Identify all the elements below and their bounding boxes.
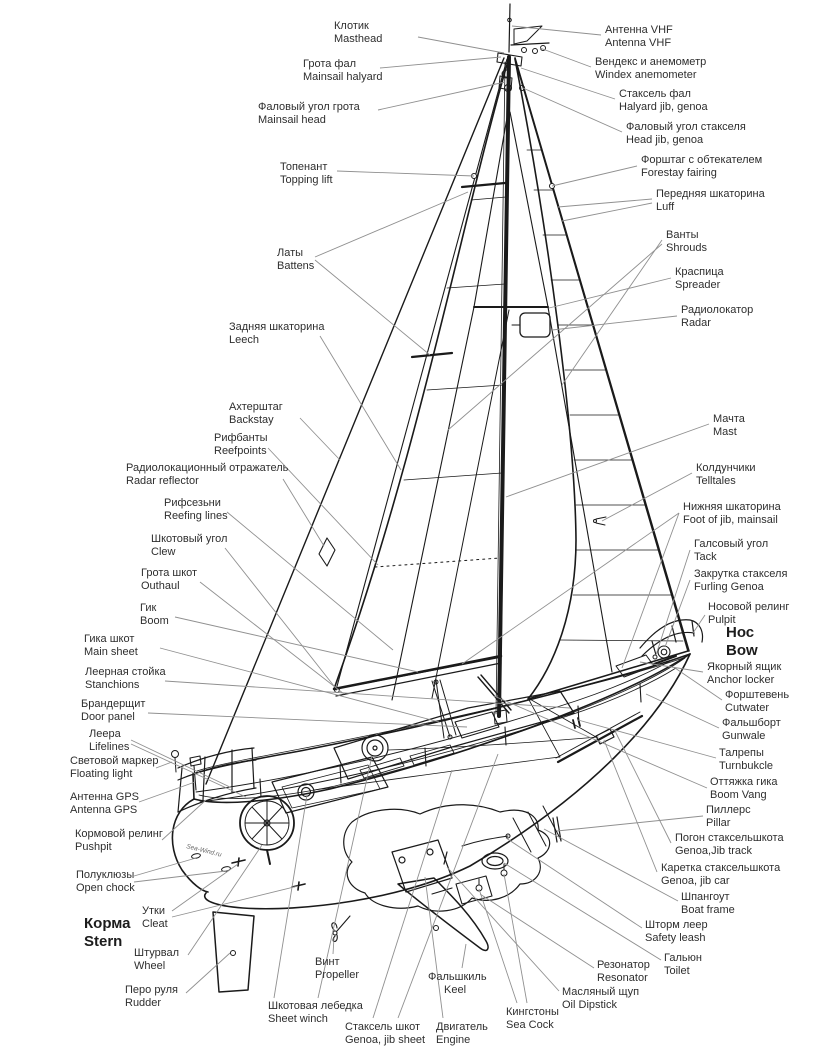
hull	[172, 654, 690, 909]
label-antenna-gps-en: Antenna GPS	[70, 804, 138, 816]
rudder-hole	[231, 951, 236, 956]
label-wheel-en: Wheel	[134, 960, 166, 972]
label-bow-ru: Нос	[726, 624, 755, 641]
leader-antenna-gps	[139, 782, 195, 802]
leader-backstay	[300, 418, 340, 460]
frame-ribs	[513, 806, 561, 852]
label-masthead-ru: Клотик	[334, 20, 369, 32]
leader-oil-dipstick	[447, 867, 559, 991]
label-tack-ru: Галсовый угол	[694, 538, 769, 550]
leader-wheel	[185, 843, 262, 955]
label-anchor-locker-en: Anchor locker	[707, 674, 775, 686]
leader-rudder	[186, 953, 230, 993]
radar-dome	[520, 313, 550, 337]
label-lifelines-ru: Леера	[89, 728, 121, 740]
label-shrouds-en: Shrouds	[666, 242, 707, 254]
label-boom-ru: Гик	[140, 602, 157, 614]
leader-jib-track	[615, 731, 671, 843]
label-furling-genoa-en: Furling Genoa	[694, 581, 764, 593]
label-pushpit-en: Pushpit	[75, 841, 112, 853]
propeller-icon	[332, 916, 350, 942]
label-windex-en: Windex anemometer	[595, 69, 697, 81]
label-sheet-winch-en: Sheet winch	[268, 1013, 328, 1025]
leader-cleat	[172, 886, 298, 917]
boom-vang-strut	[478, 675, 511, 713]
label-luff-ru: Передняя шкаторина	[656, 188, 765, 200]
genoa-sail	[515, 59, 688, 699]
label-windex-ru: Вендекс и анемометр	[595, 56, 707, 68]
label-stern-ru: Корма	[84, 915, 131, 932]
label-stanchions-ru: Леерная стойка	[85, 666, 166, 678]
label-safety-leash-en: Safety leash	[645, 932, 706, 944]
label-antenna-gps-ru: Антенна GPS	[70, 791, 139, 803]
label-shrouds-ru: Ванты	[666, 229, 699, 241]
label-radar-en: Radar	[681, 317, 711, 329]
label-resonator-ru: Резонатор	[597, 959, 650, 971]
leader-keel	[462, 944, 466, 968]
label-genoa-jib-sheet-en: Genoa, jib sheet	[345, 1034, 426, 1046]
label-jib-car-en: Genoa, jib car	[661, 875, 730, 887]
label-door-panel-ru: Брандерщит	[81, 698, 146, 710]
label-spreader-ru: Краспица	[675, 266, 724, 278]
keel-fin	[398, 878, 488, 950]
hull-watermark: Sea-Wind.ru	[185, 843, 223, 859]
safety-leash-line	[462, 834, 510, 846]
label-telltales-ru: Колдунчики	[696, 462, 756, 474]
leader-pulpit	[693, 615, 705, 633]
label-forestay-fairing-ru: Форштаг с обтекателем	[641, 154, 763, 166]
label-topping-lift-en: Topping lift	[280, 174, 333, 186]
label-mainsail-head-en: Mainsail head	[258, 114, 326, 126]
label-reefing-lines-en: Reefing lines	[164, 510, 228, 522]
leader-gunwale	[646, 694, 719, 728]
label-pulpit-en: Pulpit	[708, 614, 736, 626]
label-lifelines-en: Lifelines	[89, 741, 130, 753]
label-halyard-jib-en: Halyard jib, genoa	[619, 101, 708, 113]
leader-sea-cock	[504, 874, 527, 1003]
label-safety-leash-ru: Шторм леер	[645, 919, 708, 931]
label-reefing-lines-ru: Рифсезьни	[164, 497, 221, 509]
label-turnbuckle-ru: Талрепы	[719, 747, 764, 759]
leader-reefing-lines	[227, 512, 393, 650]
label-outhaul-en: Outhaul	[141, 580, 180, 592]
label-open-chock-ru: Полуклюзы	[76, 869, 135, 881]
label-battens-en: Battens	[277, 260, 315, 272]
label-toilet-en: Toilet	[664, 965, 690, 977]
leader-boat-frame	[544, 829, 678, 901]
leader-reefpoints	[268, 448, 378, 565]
label-main-sheet-en: Main sheet	[84, 646, 138, 658]
label-oil-dipstick-ru: Масляный щуп	[562, 986, 640, 998]
leader-sheet-winch	[318, 756, 372, 998]
label-boat-frame-en: Boat frame	[681, 904, 735, 916]
label-anchor-locker-ru: Якорный ящик	[707, 661, 782, 673]
label-tack-en: Tack	[694, 551, 717, 563]
label-jib-track-ru: Погон стаксельшкота	[675, 832, 784, 844]
label-mainsail-head-ru: Фаловый угол грота	[258, 101, 360, 113]
label-mainsail-halyard-ru: Грота фал	[303, 58, 357, 70]
label-halyard-jib-ru: Стаксель фал	[619, 88, 691, 100]
label-pillar-ru: Пиллерс	[706, 804, 751, 816]
label-oil-dipstick-en: Oil Dipstick	[562, 999, 618, 1011]
leader-toilet	[504, 863, 661, 960]
label-boom-vang-en: Boom Vang	[710, 789, 767, 801]
label-engine-ru: Двигатель	[436, 1021, 488, 1033]
label-jib-car-ru: Каретка стаксельшкота	[661, 862, 781, 874]
label-radar-reflector-ru: Радиолокационный отражатель	[126, 462, 289, 474]
label-radar-reflector-en: Radar reflector	[126, 475, 199, 487]
label-clew-en: Clew	[151, 546, 176, 558]
leader-floating-light	[156, 762, 172, 768]
rudder-blade	[213, 912, 254, 992]
leader-head-jib	[523, 88, 622, 132]
label-backstay-ru: Ахтерштаг	[229, 401, 283, 413]
label-antenna-vhf-en: Antenna VHF	[605, 37, 672, 49]
leader-door-panel	[148, 713, 467, 727]
leader-boom-vang	[494, 696, 707, 788]
leader-jib-car	[604, 740, 657, 872]
leader-clew	[225, 548, 334, 686]
leader-open-chock	[134, 858, 196, 876]
label-head-jib-ru: Фаловый угол стакселя	[626, 121, 746, 133]
label-antenna-vhf-ru: Антенна VHF	[605, 24, 673, 36]
leader-genoa-jib-sheet	[398, 754, 498, 1018]
label-topping-lift-ru: Топенант	[280, 161, 328, 173]
label-rudder-en: Rudder	[125, 997, 162, 1009]
turnbuckle-icon	[573, 718, 580, 728]
leader-pillar	[557, 816, 703, 831]
label-leech-en: Leech	[229, 334, 259, 346]
label-bow-en: Bow	[726, 642, 758, 659]
label-mast-en: Mast	[713, 426, 737, 438]
label-reefpoints-ru: Рифбанты	[214, 432, 268, 444]
label-pushpit-ru: Кормовой релинг	[75, 828, 163, 840]
leader-outhaul	[200, 582, 344, 694]
hull-cutaway	[344, 805, 550, 911]
leader-open-chock	[134, 871, 226, 882]
label-pulpit-ru: Носовой релинг	[708, 601, 790, 613]
label-boat-frame-ru: Шпангоут	[681, 891, 730, 903]
leader-battens	[315, 192, 468, 257]
vhf-antenna-icon	[509, 4, 510, 52]
label-leech-ru: Задняя шкаторина	[229, 321, 325, 333]
label-cutwater-ru: Форштевень	[725, 689, 790, 701]
label-sea-cock-en: Sea Cock	[506, 1019, 554, 1031]
leader-mainsail-head	[378, 82, 505, 110]
label-mast-ru: Мачта	[713, 413, 745, 425]
leader-leech	[320, 336, 401, 470]
leader-cutwater	[675, 668, 722, 700]
label-keel-en: Keel	[444, 984, 467, 996]
label-engine-en: Engine	[436, 1034, 471, 1046]
label-resonator-en: Resonator	[597, 972, 648, 984]
label-sea-cock-ru: Кингстоны	[506, 1006, 559, 1018]
label-jib-track-en: Genoa,Jib track	[675, 845, 753, 857]
label-stanchions-en: Stanchions	[85, 679, 140, 691]
label-forestay-fairing-en: Forestay fairing	[641, 167, 717, 179]
label-toilet-ru: Гальюн	[664, 952, 702, 964]
label-mainsail-halyard-en: Mainsail halyard	[303, 71, 383, 83]
label-clew-ru: Шкотовый угол	[151, 533, 228, 545]
label-outhaul-ru: Грота шкот	[141, 567, 198, 579]
label-turnbuckle-en: Turnbukcle	[719, 760, 774, 772]
label-telltales-en: Telltales	[696, 475, 736, 487]
leader-lifelines	[131, 740, 232, 788]
label-wheel-ru: Штурвал	[134, 947, 179, 959]
label-cutwater-en: Cutwater	[725, 702, 770, 714]
label-head-jib-en: Head jib, genoa	[626, 134, 704, 146]
leader-halyard-jib	[521, 68, 615, 99]
leader-resonator	[480, 894, 594, 968]
label-cleat-ru: Утки	[142, 905, 165, 917]
anemometer-cups	[522, 46, 546, 54]
label-floating-light-ru: Световой маркер	[70, 755, 159, 767]
label-backstay-en: Backstay	[229, 414, 274, 426]
label-battens-ru: Латы	[277, 247, 304, 259]
label-boom-en: Boom	[140, 615, 169, 627]
label-radar-ru: Радиолокатор	[681, 304, 754, 316]
keel-hole	[434, 926, 439, 931]
label-foot-en: Foot of jib, mainsail	[683, 514, 778, 526]
label-floating-light-en: Floating light	[70, 768, 133, 780]
label-boom-vang-ru: Оттяжка гика	[710, 776, 778, 788]
label-open-chock-en: Open chock	[76, 882, 135, 894]
label-propeller-en: Propeller	[315, 969, 360, 981]
steering-wheel	[240, 796, 294, 864]
label-masthead-en: Masthead	[334, 33, 383, 45]
leader-mainsail-halyard	[380, 57, 501, 68]
label-furling-genoa-ru: Закрутка стакселя	[694, 568, 788, 580]
leader-engine	[425, 877, 443, 1018]
label-keel-ru: Фальшкиль	[428, 971, 487, 983]
label-gunwale-ru: Фальшборт	[722, 717, 781, 729]
leader-stanchions	[165, 681, 570, 708]
label-reefpoints-en: Reefpoints	[214, 445, 267, 457]
stanchion-posts	[260, 684, 641, 797]
label-sheet-winch-ru: Шкотовая лебедка	[268, 1000, 363, 1012]
label-luff-en: Luff	[656, 201, 675, 213]
label-door-panel-en: Door panel	[81, 711, 135, 723]
mainsheet-tackle	[432, 680, 456, 739]
label-genoa-jib-sheet-ru: Стаксель шкот	[345, 1021, 421, 1033]
label-main-sheet-ru: Гика шкот	[84, 633, 135, 645]
leader-antenna-vhf	[512, 26, 601, 35]
leader-windex	[540, 48, 591, 67]
label-foot-ru: Нижняя шкаторина	[683, 501, 781, 513]
leader-masthead	[418, 37, 504, 53]
label-pillar-en: Pillar	[706, 817, 731, 829]
leader-forestay-fairing	[552, 166, 637, 186]
label-propeller-ru: Винт	[315, 956, 340, 968]
label-rudder-ru: Перо руля	[125, 984, 178, 996]
leader-battens	[315, 260, 430, 355]
label-stern-en: Stern	[84, 933, 123, 950]
leader-topping-lift	[337, 171, 474, 176]
label-cleat-en: Cleat	[142, 918, 168, 930]
label-spreader-en: Spreader	[675, 279, 721, 291]
label-gunwale-en: Gunwale	[722, 730, 766, 742]
leader-sheet-winch	[274, 795, 307, 998]
